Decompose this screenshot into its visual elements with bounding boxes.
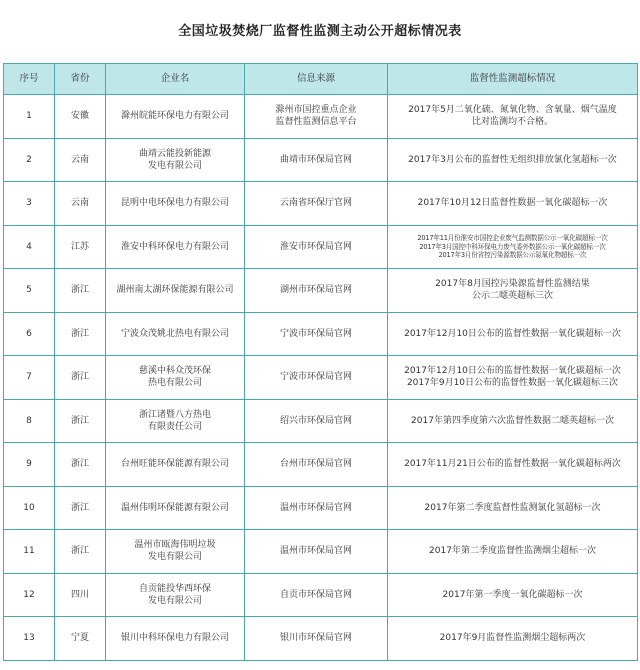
table-row [4, 486, 638, 530]
cell-status-line: 2017年8月国控污染源监督性监测结果 [435, 279, 590, 290]
cell-source-line: 绍兴市环保局官网 [279, 415, 352, 426]
cell-province: 四川 [55, 573, 106, 617]
cell-province: 云南 [55, 182, 106, 226]
cell-company [106, 530, 245, 574]
cell-province: 云南 [55, 138, 106, 182]
cell-number: 11 [4, 530, 55, 574]
cell-province: 浙江 [55, 269, 106, 313]
cell-source-line: 云南省环保厅官网 [279, 198, 352, 209]
cell-source [245, 399, 388, 443]
column-header-number: 序号 [4, 64, 55, 95]
cell-status [388, 225, 638, 269]
cell-status-line: 2017年12月10日公布的监督性数据一氧化碳超标一次 [404, 328, 621, 339]
cell-status-line: 2017年第一季度一氧化碳超标一次 [442, 589, 583, 600]
table-row [4, 356, 638, 400]
cell-source-line: 曲靖市环保局官网 [279, 154, 352, 165]
cell-source-line: 银川市环保局官网 [279, 633, 352, 644]
column-header-province: 省份 [55, 64, 106, 95]
cell-company-line: 慈溪中科众茂环保 [138, 366, 211, 377]
cell-province: 浙江 [55, 443, 106, 487]
page-title: 全国垃圾焚烧厂监督性监测主动公开超标情况表 [178, 24, 462, 39]
cell-source [245, 95, 388, 139]
cell-source-line: 宁波市环保局官网 [279, 372, 352, 383]
cell-status [388, 573, 638, 617]
cell-source-line: 台州市环保局官网 [279, 459, 352, 470]
cell-source [245, 138, 388, 182]
cell-number: 6 [4, 312, 55, 356]
cell-company [106, 269, 245, 313]
column-header-source: 信息来源 [245, 64, 388, 95]
cell-company-line: 有限责任公司 [147, 421, 202, 432]
cell-source-line: 自贡市环保局官网 [279, 589, 352, 600]
cell-status [388, 182, 638, 226]
cell-company-line: 热电有限公司 [147, 378, 202, 389]
table-row [4, 530, 638, 574]
table-row [4, 443, 638, 487]
cell-status [388, 356, 638, 400]
cell-company-line: 滁州皖能环保电力有限公司 [120, 111, 229, 122]
cell-source-line: 温州市环保局官网 [279, 502, 352, 513]
cell-number: 12 [4, 573, 55, 617]
table-row [4, 225, 638, 269]
cell-company-line: 自贡能投华西环保 [138, 583, 211, 594]
cell-company-line: 昆明中电环保电力有限公司 [120, 198, 229, 209]
cell-company-line: 淮安中科环保电力有限公司 [120, 241, 229, 252]
cell-source-line: 湖州市环保局官网 [279, 285, 352, 296]
table-row [4, 312, 638, 356]
cell-number: 7 [4, 356, 55, 400]
cell-status [388, 269, 638, 313]
cell-number: 2 [4, 138, 55, 182]
table-row [4, 617, 638, 661]
table-row [4, 95, 638, 139]
table-row [4, 138, 638, 182]
cell-company [106, 573, 245, 617]
cell-company-line: 台州旺能环保能源有限公司 [120, 459, 229, 470]
cell-status-line: 2017年3月国控中科环保电力废气委外数据公示一氧化碳超标一次 [419, 242, 606, 251]
cell-company-line: 浙江诸暨八方热电 [138, 409, 211, 420]
cell-number: 13 [4, 617, 55, 661]
cell-status [388, 530, 638, 574]
cell-status [388, 443, 638, 487]
cell-number: 1 [4, 95, 55, 139]
cell-source-line: 监督性监测信息平台 [275, 117, 357, 128]
cell-company-line: 湖州南太湖环保能源有限公司 [116, 285, 234, 296]
cell-province: 安徽 [55, 95, 106, 139]
cell-status-line: 2017年9月10日公布的监督性数据一氧化碳超标三次 [406, 378, 619, 389]
cell-source [245, 225, 388, 269]
cell-status [388, 95, 638, 139]
cell-source [245, 269, 388, 313]
cell-company [106, 225, 245, 269]
cell-status-line: 2017年12月10日公布的监督性数据一氧化碳超标一次 [404, 366, 621, 377]
cell-company-line: 发电有限公司 [147, 595, 202, 606]
cell-company-line: 银川中科环保电力有限公司 [120, 633, 229, 644]
cell-company-line: 宁波众茂姚北热电有限公司 [120, 328, 229, 339]
cell-number: 5 [4, 269, 55, 313]
table-row [4, 399, 638, 443]
cell-source-line: 宁波市环保局官网 [279, 328, 352, 339]
cell-status [388, 312, 638, 356]
cell-number: 3 [4, 182, 55, 226]
cell-status [388, 138, 638, 182]
cell-source [245, 182, 388, 226]
cell-company [106, 356, 245, 400]
cell-company-line: 曲靖云能投新能源 [138, 148, 211, 159]
cell-company-line: 发电有限公司 [147, 160, 202, 171]
cell-source [245, 443, 388, 487]
cell-status-line: 公示二噁英超标三次 [471, 291, 553, 302]
cell-status-line: 2017年3月份省控污染源数据公示氮氧化物超标一次 [438, 251, 587, 259]
cell-company [106, 399, 245, 443]
cell-company [106, 486, 245, 530]
cell-status-line: 2017年3月公布的监督性无组织排放氯化氢超标一次 [408, 154, 617, 165]
table-row [4, 269, 638, 313]
cell-province: 浙江 [55, 356, 106, 400]
cell-status [388, 486, 638, 530]
cell-number: 4 [4, 225, 55, 269]
cell-source [245, 312, 388, 356]
violations-table [3, 63, 638, 661]
cell-company [106, 617, 245, 661]
column-header-company: 企业名 [106, 64, 245, 95]
cell-status-line: 2017年第四季度第六次监督性数据二噁英超标一次 [411, 415, 614, 426]
cell-company [106, 182, 245, 226]
cell-number: 10 [4, 486, 55, 530]
cell-status-line: 2017年9月监督性监测烟尘超标两次 [439, 633, 586, 644]
cell-province: 浙江 [55, 312, 106, 356]
cell-province: 宁夏 [55, 617, 106, 661]
cell-company-line: 温州市瓯海伟明垃圾 [134, 540, 216, 551]
cell-province: 浙江 [55, 530, 106, 574]
cell-source [245, 617, 388, 661]
cell-status-line: 2017年第二季度监督性监测烟尘超标一次 [429, 546, 596, 557]
cell-status-line: 2017年第二季度监督性监测氯化氢超标一次 [424, 502, 601, 513]
cell-status-line: 2017年11月21日公布的监督性数据一氧化碳超标两次 [404, 459, 621, 470]
table-header-row [4, 64, 638, 95]
cell-company [106, 138, 245, 182]
cell-number: 8 [4, 399, 55, 443]
cell-company [106, 443, 245, 487]
table-row [4, 182, 638, 226]
cell-status-line: 2017年5月二氧化硫、氮氧化物、含氧量、烟气温度 [408, 105, 617, 116]
cell-province: 浙江 [55, 399, 106, 443]
cell-status [388, 617, 638, 661]
cell-source-line: 淮安市环保局官网 [279, 241, 352, 252]
cell-source [245, 530, 388, 574]
column-header-status: 监督性监测超标情况 [388, 64, 638, 95]
cell-province: 浙江 [55, 486, 106, 530]
cell-source-line: 滁州市国控重点企业 [275, 105, 357, 116]
cell-status-line: 2017年10月12日监督性数据一氧化碳超标一次 [417, 198, 608, 209]
cell-company-line: 发电有限公司 [147, 552, 202, 563]
cell-number: 9 [4, 443, 55, 487]
cell-status [388, 399, 638, 443]
cell-company [106, 95, 245, 139]
cell-source-line: 温州市环保局官网 [279, 546, 352, 557]
table-body [4, 95, 638, 661]
cell-province: 江苏 [55, 225, 106, 269]
cell-status-line: 2017年11月份淮安市国控企业废气监测数据公示一氧化碳超标一次 [417, 234, 608, 242]
cell-status-line: 比对监测均不合格。 [471, 117, 553, 128]
cell-source [245, 573, 388, 617]
cell-company-line: 温州伟明环保能源有限公司 [120, 502, 229, 513]
table-row [4, 573, 638, 617]
cell-source [245, 486, 388, 530]
cell-company [106, 312, 245, 356]
cell-source [245, 356, 388, 400]
